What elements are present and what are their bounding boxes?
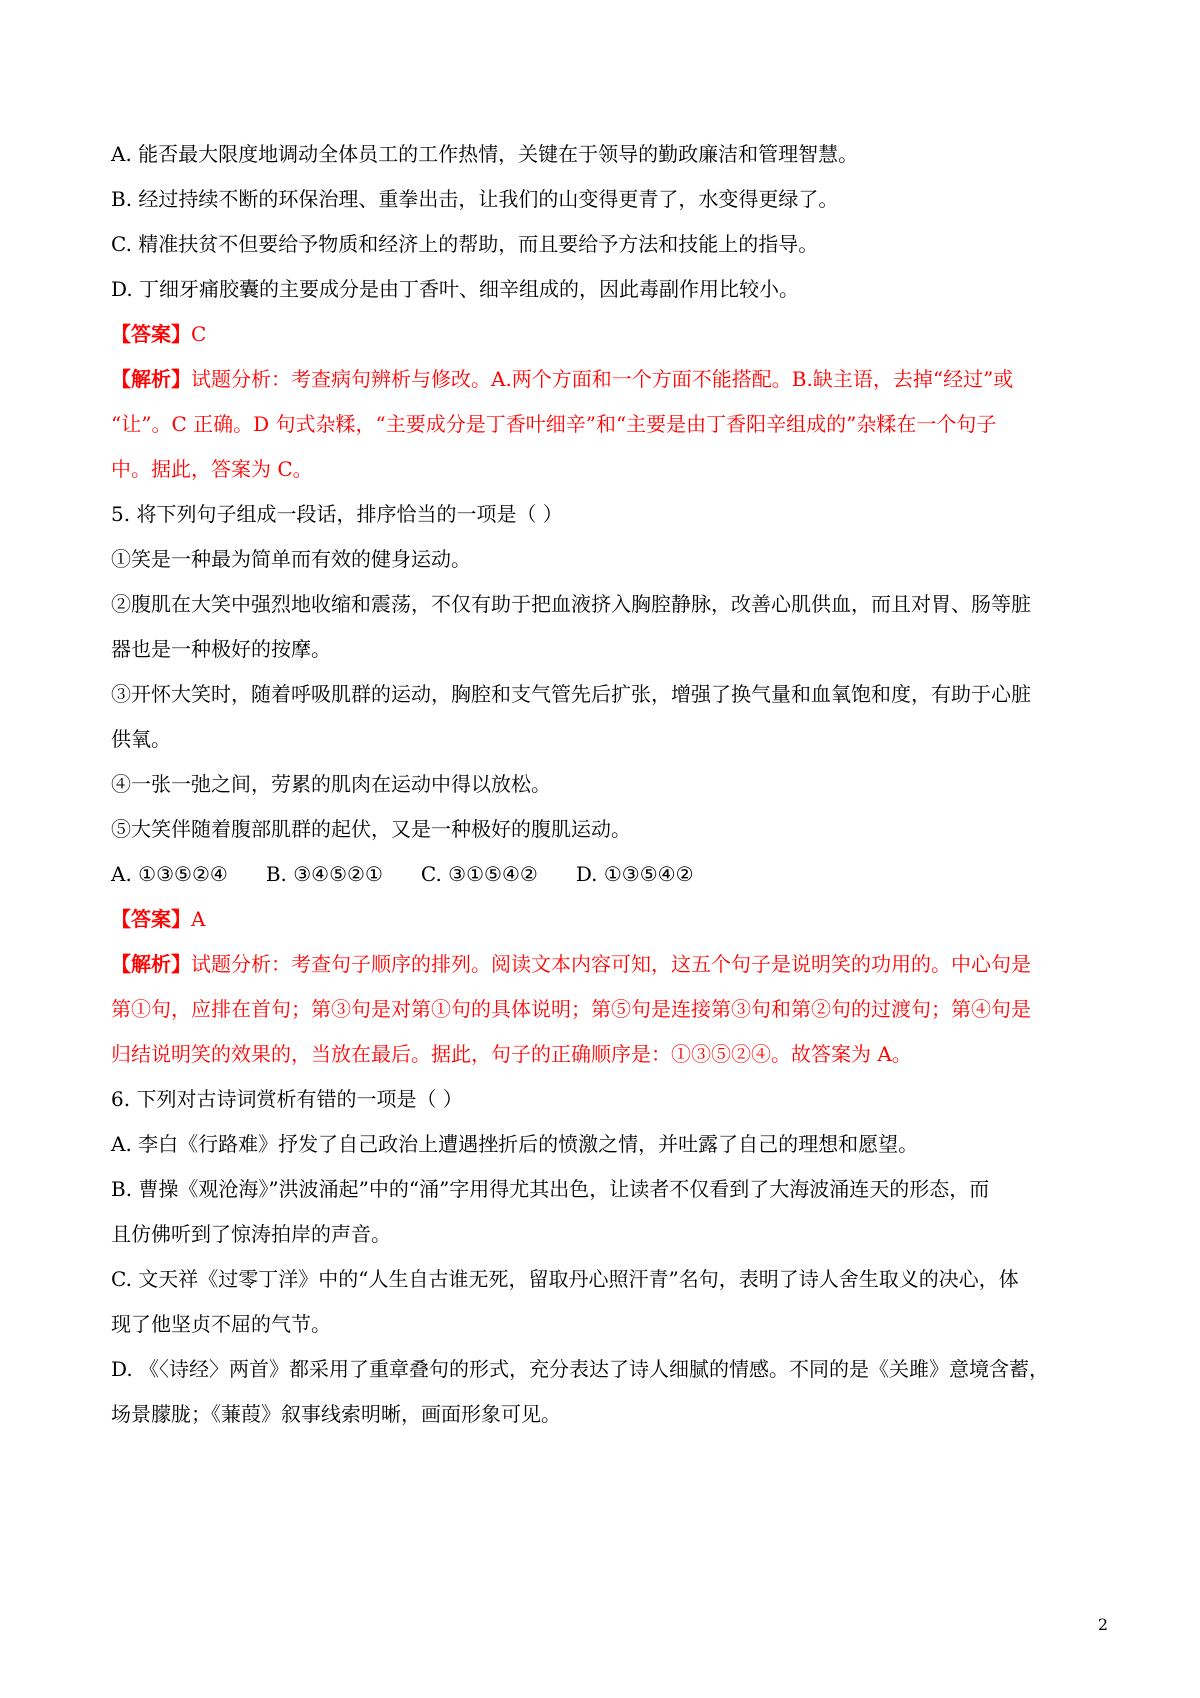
q6-option-d: D. 《〈诗经〉两首》都采用了重章叠句的形式，充分表达了诗人细腻的情感。不同的是《关雎》意境含蓄， xyxy=(111,1357,1050,1381)
page-number: 2 xyxy=(1097,1615,1108,1634)
q6-option-b: B. 曹操《观沧海》”洪波涌起”中的“涌”字用得尤其出色，让读者不仅看到了大海波涌连天的形态，而 xyxy=(111,1177,990,1201)
q6-option-c: C. 文天祥《过零丁洋》中的“人生自古谁无死，留取丹心照汗青”名句，表明了诗人舍生取义的决心，体 xyxy=(111,1267,1019,1291)
q4-answer-label: 【答案】 xyxy=(111,322,191,346)
q4-analysis-line-1 xyxy=(111,365,1101,393)
q5-answer-value: A xyxy=(191,907,206,931)
q5-sentence-2-cont: 器也是一种极好的按摩。 xyxy=(111,637,331,661)
q5-answer xyxy=(111,905,1101,933)
q5-question: 5. 将下列句子组成一段话，排序恰当的一项是（ ） xyxy=(111,502,563,526)
q6-option-a: A. 李白《行路难》抒发了自己政治上遭遇挫折后的愤激之情，并吐露了自己的理想和愿望。 xyxy=(111,1132,919,1156)
q5-option-a: A. ①③⑤②④ xyxy=(111,862,228,886)
q5-sentence-1: ①笑是一种最为简单而有效的健身运动。 xyxy=(111,547,471,571)
q5-option-c: C. ③①⑤④② xyxy=(420,862,538,886)
q5-option-b: B. ③④⑤②① xyxy=(265,862,383,886)
q5-answer-label: 【答案】 xyxy=(111,907,191,931)
q4-answer-value: C xyxy=(191,322,207,346)
q4-option-b: B. 经过持续不断的环保治理、重拳出击，让我们的山变得更青了，水变得更绿了。 xyxy=(111,187,839,211)
q6-option-c-cont: 现了他坚贞不屈的气节。 xyxy=(111,1312,331,1336)
q5-analysis-line-2: 第①句，应排在首句；第③句是对第①句的具体说明；第⑤句是连接第③句和第②句的过渡句；第④句是 xyxy=(111,997,1031,1021)
q4-analysis-line-3: 中。据此，答案为 C。 xyxy=(111,457,313,481)
q6-question: 6. 下列对古诗词赏析有错的一项是（ ） xyxy=(111,1087,463,1111)
q5-analysis-label: 【解析】 xyxy=(111,952,191,976)
q4-analysis-line-2: “让”。C 正确。D 句式杂糅，“主要成分是丁香叶细辛”和“主要是由丁香阳辛组成的”杂糅在一个句子 xyxy=(111,412,997,436)
q4-analysis-text-1: 试题分析：考查病句辨析与修改。A.两个方面和一个方面不能搭配。B.缺主语，去掉“经过”或 xyxy=(191,367,1014,391)
q5-sentence-4: ④一张一弛之间，劳累的肌肉在运动中得以放松。 xyxy=(111,772,551,796)
q4-answer xyxy=(111,320,1101,348)
q5-analysis-line-3: 归结说明笑的效果的，当放在最后。据此，句子的正确顺序是：①③⑤②④。故答案为 A。 xyxy=(111,1042,912,1066)
q5-sentence-3-cont: 供氧。 xyxy=(111,727,171,751)
q5-analysis-line-1 xyxy=(111,950,1101,978)
q6-option-d-cont: 场景朦胧；《蒹葭》叙事线索明晰，画面形象可见。 xyxy=(111,1402,561,1426)
q5-sentence-5: ⑤大笑伴随着腹部肌群的起伏，又是一种极好的腹肌运动。 xyxy=(111,817,631,841)
q5-sentence-3: ③开怀大笑时，随着呼吸肌群的运动，胸腔和支气管先后扩张，增强了换气量和血氧饱和度，有助于心脏 xyxy=(111,682,1031,706)
q4-option-c: C. 精准扶贫不但要给予物质和经济上的帮助，而且要给予方法和技能上的指导。 xyxy=(111,232,819,256)
q4-option-d: D. 丁细牙痛胶囊的主要成分是由丁香叶、细辛组成的，因此毒副作用比较小。 xyxy=(111,277,800,301)
q5-sentence-2: ②腹肌在大笑中强烈地收缩和震荡，不仅有助于把血液挤入胸腔静脉，改善心肌供血，而且对胃、肠等脏 xyxy=(111,592,1031,616)
q6-option-b-cont: 且仿佛听到了惊涛拍岸的声音。 xyxy=(111,1222,391,1246)
q5-option-d: D. ①③⑤④② xyxy=(575,862,694,886)
q4-option-a: A. 能否最大限度地调动全体员工的工作热情，关键在于领导的勤政廉洁和管理智慧。 xyxy=(111,142,859,166)
q5-options xyxy=(111,860,1101,888)
q5-analysis-text-1: 试题分析：考查句子顺序的排列。阅读文本内容可知，这五个句子是说明笑的功用的。中心句是 xyxy=(191,952,1031,976)
q4-analysis-label: 【解析】 xyxy=(111,367,191,391)
